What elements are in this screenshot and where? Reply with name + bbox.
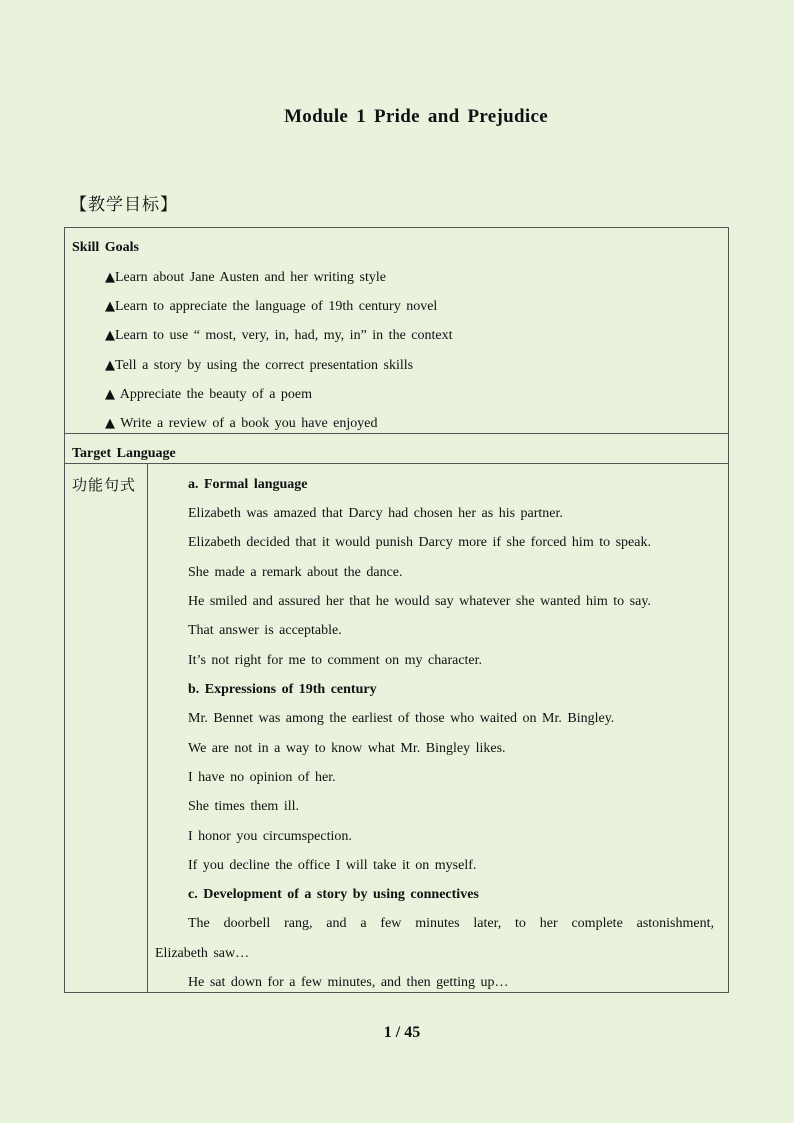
function-sentences-label: 功能句式 [72,476,137,494]
example-sentence: If you decline the office I will take it on myself. [188,858,477,873]
subsection-heading: c. Development of a story by using connectives [188,887,479,902]
example-sentence: I honor you circumspection. [188,829,352,844]
example-sentence: Elizabeth decided that it would punish Darcy more if she forced him to speak. [188,535,651,550]
example-sentence: He sat down for a few minutes, and then getting up… [188,975,509,990]
triangle-bullet-icon: ▲ [105,270,115,285]
target-language-heading: Target Language [72,446,176,461]
example-sentence: Elizabeth was amazed that Darcy had chosen her as his partner. [188,506,563,521]
section-heading: 【教学目标】 [70,195,178,215]
skill-goal-item: ▲ Appreciate the beauty of a poem [105,387,313,402]
subsection-heading: b. Expressions of 19th century [188,682,377,697]
triangle-bullet-icon: ▲ [105,328,115,343]
skill-goals-heading: Skill Goals [72,240,139,255]
example-sentence: She times them ill. [188,799,299,814]
example-sentence: It’s not right for me to comment on my character. [188,653,483,668]
example-sentence: We are not in a way to know what Mr. Bingley likes. [188,741,506,756]
example-sentence-justified: The doorbell rang, and a few minutes later, to her complete astonishment, [188,916,714,931]
triangle-bullet-icon: ▲ [105,416,115,431]
example-sentence: That answer is acceptable. [188,623,342,638]
page-number: 1 / 45 [383,1024,421,1041]
example-sentence: Mr. Bennet was among the earliest of those who waited on Mr. Bingley. [188,711,615,726]
example-sentence: She made a remark about the dance. [188,565,403,580]
subsection-heading: a. Formal language [188,477,308,492]
skill-goal-item: ▲Learn to use “ most, very, in, had, my, in” in the context [105,328,453,343]
example-sentence: I have no opinion of her. [188,770,336,785]
document-title: Module 1 Pride and Prejudice [284,106,548,127]
skill-goal-item: ▲Tell a story by using the correct presentation skills [105,358,414,373]
triangle-bullet-icon: ▲ [105,299,115,314]
skill-goal-item: ▲Learn to appreciate the language of 19th century novel [105,299,438,314]
skill-goal-item: ▲ Write a review of a book you have enjoyed [105,416,378,431]
skill-goal-item: ▲Learn about Jane Austen and her writing style [105,270,386,285]
example-sentence: He smiled and assured her that he would say whatever she wanted him to say. [188,594,651,609]
triangle-bullet-icon: ▲ [105,358,115,373]
example-sentence-continuation: Elizabeth saw… [155,946,250,961]
table-column-divider [147,463,148,993]
triangle-bullet-icon: ▲ [105,387,115,402]
